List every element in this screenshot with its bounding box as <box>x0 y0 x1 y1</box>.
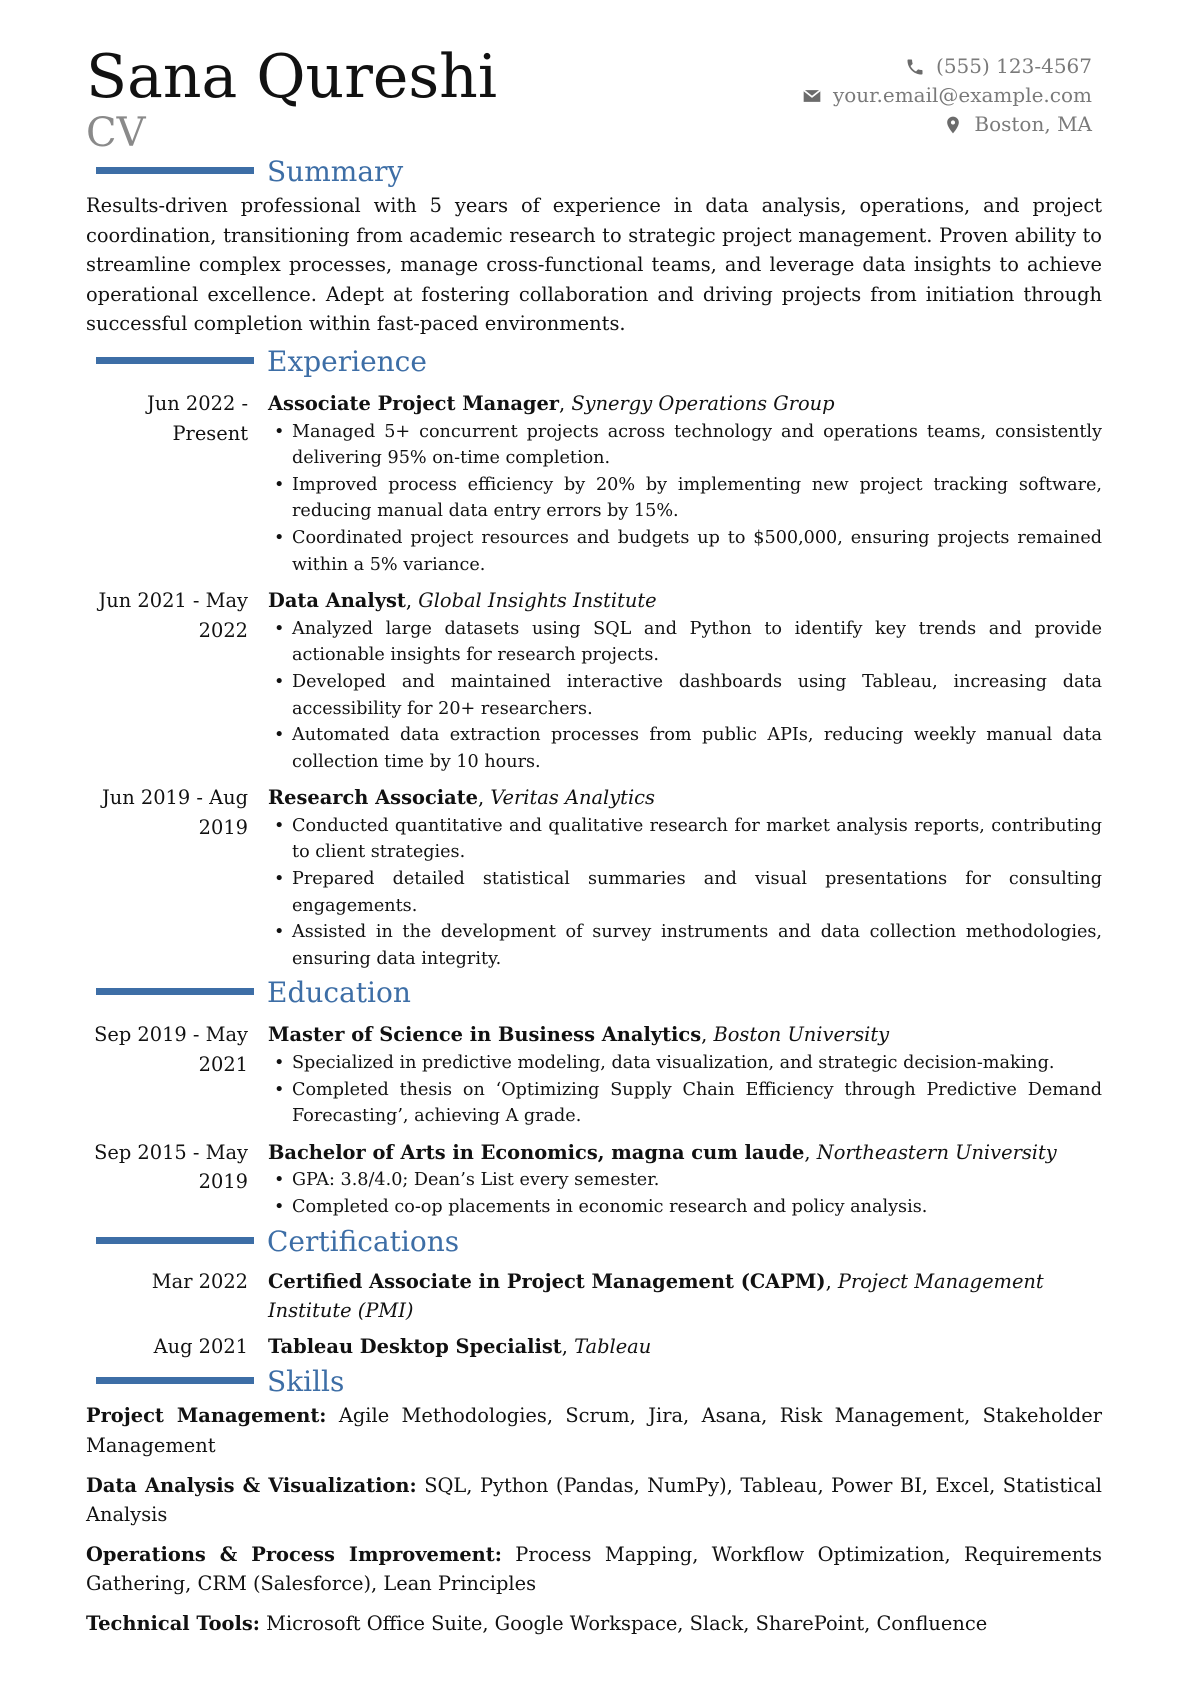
section-title: Skills <box>267 1365 345 1399</box>
entry-role: Associate Project Manager <box>268 391 559 415</box>
bullet-item: • Conducted quantitative and qualitative research for market analysis reports, contributing to client strategies. <box>268 813 1102 866</box>
contact-info <box>801 52 1092 139</box>
entry-degree: Master of Science in Business Analytics <box>268 1023 702 1047</box>
bullet-item: • Completed thesis on ‘Optimizing Supply Chain Efficiency through Predictive Demand Forecasting’, achieving A grade. <box>268 1077 1102 1130</box>
section-header-skills <box>86 1365 1102 1401</box>
entry-date: Jun 2019 - Aug 2019 <box>101 786 248 839</box>
certification-issuer: Project Management Institute (PMI) <box>268 1269 1044 1323</box>
entry-date: Jun 2021 - May 2022 <box>98 589 248 642</box>
bullet-item: • GPA: 3.8/4.0; Dean’s List every semester. <box>268 1167 1102 1194</box>
section-title: Certifications <box>267 1224 460 1258</box>
bullet-item: • Completed co-op placements in economic research and policy analysis. <box>268 1194 1102 1221</box>
certification-entry: Aug 2021 Tableau Desktop Specialist, Tableau <box>86 1332 1102 1362</box>
contact-location <box>801 110 1092 139</box>
entry-institution: Northeastern University <box>816 1140 1057 1164</box>
bullet-item: • Coordinated project resources and budgets up to $500,000, ensuring projects remained within a 5% variance. <box>268 525 1102 578</box>
entry-bullets <box>268 1167 1102 1220</box>
entry-date: Sep 2019 - May 2021 <box>94 1023 248 1077</box>
entry-bullets <box>268 419 1102 579</box>
skill-category: Technical Tools: <box>86 1611 260 1635</box>
bullet-item: • Improved process efficiency by 20% by implementing new project tracking software, reducing manual data entry errors by 15%. <box>268 472 1102 525</box>
section-title: Education <box>267 976 411 1010</box>
section-rule <box>96 167 254 174</box>
section-header-certifications <box>86 1225 1102 1261</box>
entry-date: Mar 2022 <box>151 1269 248 1293</box>
section-title: Summary <box>267 155 404 188</box>
skill-list: SQL, Python (Pandas, NumPy), Tableau, Power BI, Excel, Statistical Analysis <box>86 1473 1103 1527</box>
phone-number[interactable]: (555) 123-4567 <box>936 54 1092 78</box>
person-name: Sana Qureshi <box>86 42 498 112</box>
skill-group <box>86 1471 1102 1530</box>
header <box>0 0 1190 160</box>
section-rule <box>96 357 254 364</box>
entry-institution: Boston University <box>713 1023 890 1047</box>
entry-date: Aug 2021 <box>153 1334 248 1358</box>
location-text: Boston, MA <box>974 112 1092 136</box>
section-header-experience <box>86 345 1102 381</box>
section-rule <box>96 988 254 995</box>
summary-text: Results-driven professional with 5 years of experience in data analysis, operations, and project coordination, transitioning from academic research to strategic project management. Proven ability to streamline complex processes, manage cross-functional teams, and leverage data insights to achieve operational excellence. Adept at fostering collaboration and driving projects from initiation through successful completion within fast-paced environments. <box>86 194 1102 336</box>
skill-category: Project Management: <box>86 1404 327 1428</box>
entry-organization: Synergy Operations Group <box>571 391 835 415</box>
education-entry: Sep 2015 - May 2019 Bachelor of Arts in Economics, magna cum laude, Northeastern University • GPA: 3.8/4.0; Dean’s List every semester. • Completed co-op placements in economic research and policy analysis. <box>86 1138 1102 1221</box>
section-rule <box>96 1237 254 1244</box>
certification-name: Certified Associate in Project Management (CAPM) <box>268 1269 826 1293</box>
skill-category: Operations & Process Improvement: <box>86 1542 502 1566</box>
skill-group <box>86 1401 1102 1460</box>
bullet-item: • Developed and maintained interactive dashboards using Tableau, increasing data accessibility for 20+ researchers. <box>268 669 1102 722</box>
phone-icon <box>904 56 926 78</box>
contact-phone <box>801 52 1092 81</box>
bullet-item: • Analyzed large datasets using SQL and Python to identify key trends and provide actionable insights for research projects. <box>268 616 1102 669</box>
section-header-education <box>86 976 1102 1012</box>
entry-date: Sep 2015 - May 2019 <box>94 1140 248 1194</box>
entry-bullets <box>268 616 1102 776</box>
entry-degree: Bachelor of Arts in Economics, magna cum laude <box>268 1140 805 1164</box>
experience-entry: Jun 2022 - Present Associate Project Manager, Synergy Operations Group • Managed 5+ concurrent projects across technology and operations teams, consistently delivering 95% on-time completion. • Improved process efficiency by 20% by implementing new project tracking software, reducing manual data entry errors by 15%. • Coordinated project resources and budgets up to $500,000, ensuring projects remained within a 5% variance. <box>86 389 1102 578</box>
document-type: CV <box>86 110 146 156</box>
entry-bullets <box>268 1050 1102 1130</box>
cv-content <box>86 155 1102 1649</box>
section-title: Experience <box>267 344 427 378</box>
envelope-icon <box>801 85 823 107</box>
bullet-item: • Automated data extraction processes from public APIs, reducing weekly manual data collection time by 10 hours. <box>268 722 1102 775</box>
skill-category: Data Analysis & Visualization: <box>86 1473 417 1497</box>
email-address[interactable]: your.email@example.com <box>832 83 1092 107</box>
bullet-item: • Managed 5+ concurrent projects across technology and operations teams, consistently delivering 95% on-time completion. <box>268 419 1102 472</box>
skill-list: Process Mapping, Workflow Optimization, Requirements Gathering, CRM (Salesforce), Lean Principles <box>86 1542 1102 1596</box>
bullet-item: • Prepared detailed statistical summaries and visual presentations for consulting engagements. <box>268 866 1102 919</box>
skill-list: Microsoft Office Suite, Google Workspace, Slack, SharePoint, Confluence <box>266 1611 988 1635</box>
experience-entry: Jun 2021 - May 2022 Data Analyst, Global Insights Institute • Analyzed large datasets using SQL and Python to identify key trends and provide actionable insights for research projects. • Developed and maintained interactive dashboards using Tableau, increasing data accessibility for 20+ researchers. • Automated data extraction processes from public APIs, reducing weekly manual data collection time by 10 hours. <box>86 586 1102 775</box>
section-rule <box>96 1377 254 1384</box>
certification-entry: Mar 2022 Certified Associate in Project Management (CAPM), Project Management Institute (PMI) <box>86 1267 1102 1326</box>
certification-issuer: Tableau <box>574 1334 652 1358</box>
section-header-summary <box>86 155 1102 191</box>
skill-group <box>86 1609 1102 1639</box>
entry-role: Data Analyst <box>268 589 406 613</box>
education-entry: Sep 2019 - May 2021 Master of Science in Business Analytics, Boston University • Specialized in predictive modeling, data visualization, and strategic decision-making. • Completed thesis on ‘Optimizing Supply Chain Efficiency through Predictive Demand Forecasting’, achieving A grade. <box>86 1020 1102 1129</box>
entry-date: Jun 2022 - Present <box>147 391 248 445</box>
certification-name: Tableau Desktop Specialist <box>268 1334 562 1358</box>
skill-list: Agile Methodologies, Scrum, Jira, Asana, Risk Management, Stakeholder Management <box>86 1404 1103 1457</box>
entry-organization: Global Insights Institute <box>418 589 657 613</box>
entry-bullets <box>268 813 1102 973</box>
map-pin-icon <box>942 114 964 136</box>
skill-group <box>86 1540 1102 1599</box>
entry-organization: Veritas Analytics <box>490 786 655 810</box>
bullet-item: • Assisted in the development of survey instruments and data collection methodologies, ensuring data integrity. <box>268 919 1102 972</box>
contact-email <box>801 81 1092 110</box>
bullet-item: • Specialized in predictive modeling, data visualization, and strategic decision-making. <box>268 1050 1102 1077</box>
entry-role: Research Associate <box>268 786 478 810</box>
experience-entry: Jun 2019 - Aug 2019 Research Associate, Veritas Analytics • Conducted quantitative and qualitative research for market analysis reports, contributing to client strategies. • Prepared detailed statistical summaries and visual presentations for consulting engagements. • Assisted in the development of survey instruments and data collection methodologies, ensuring data integrity. <box>86 783 1102 972</box>
